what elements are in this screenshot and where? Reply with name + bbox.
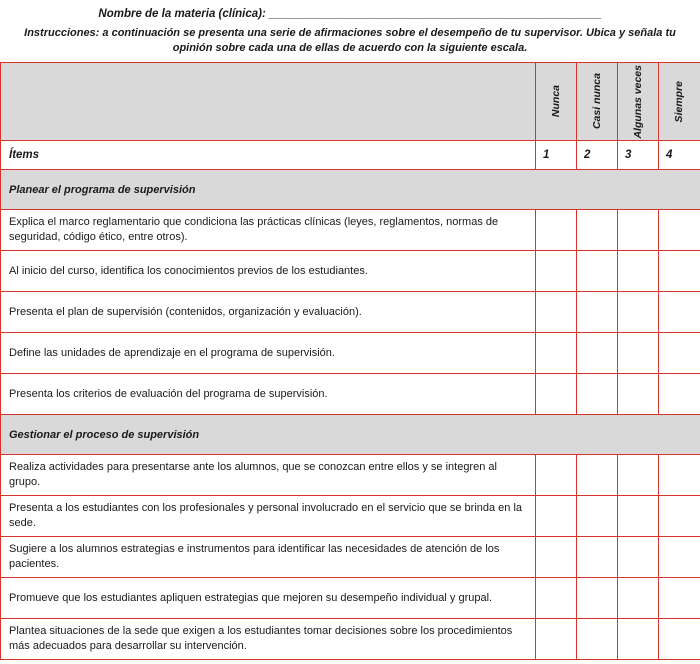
rating-cell-1[interactable] [536,333,577,374]
rating-cell-2[interactable] [577,578,618,619]
item-text: Realiza actividades para presentarse ante los alumnos, que se conozcan entre ellos y se integren al grupo. [1,455,536,496]
rating-cell-3[interactable] [618,374,659,415]
scale-header-casi-nunca [577,63,618,141]
scale-number: 1 [536,141,577,170]
rating-cell-3[interactable] [618,210,659,251]
rating-cell-2[interactable] [577,537,618,578]
table-row [1,537,700,578]
rating-cell-1[interactable] [536,537,577,578]
rating-cell-4[interactable] [659,251,700,292]
table-row [1,333,700,374]
rating-cell-1[interactable] [536,455,577,496]
table-row [1,578,700,619]
rating-cell-4[interactable] [659,210,700,251]
section-header-gestionar [1,415,700,455]
section-title: Gestionar el proceso de supervisión [1,415,700,455]
item-text: Presenta los criterios de evaluación del programa de supervisión. [1,374,536,415]
rating-cell-3[interactable] [618,251,659,292]
rating-cell-1[interactable] [536,251,577,292]
table-row [1,496,700,537]
rating-cell-2[interactable] [577,619,618,660]
table-row [1,619,700,660]
rating-cell-4[interactable] [659,374,700,415]
items-number-row [1,141,700,170]
rating-cell-4[interactable] [659,292,700,333]
scale-label: Algunas veces [631,64,644,139]
rating-cell-2[interactable] [577,210,618,251]
rating-cell-3[interactable] [618,537,659,578]
rating-cell-3[interactable] [618,455,659,496]
rating-cell-1[interactable] [536,374,577,415]
rating-cell-1[interactable] [536,578,577,619]
scale-number: 3 [618,141,659,170]
scale-number: 4 [659,141,700,170]
item-text: Define las unidades de aprendizaje en el programa de supervisión. [1,333,536,374]
rating-cell-3[interactable] [618,333,659,374]
table-row [1,374,700,415]
rating-cell-4[interactable] [659,333,700,374]
rating-cell-2[interactable] [577,374,618,415]
rating-cell-3[interactable] [618,578,659,619]
rating-cell-2[interactable] [577,455,618,496]
rating-cell-4[interactable] [659,578,700,619]
table-row [1,292,700,333]
section-title: Planear el programa de supervisión [1,170,700,210]
item-text: Al inicio del curso, identifica los conocimientos previos de los estudiantes. [1,251,536,292]
rating-cell-4[interactable] [659,619,700,660]
section-header-planear [1,170,700,210]
instructions-text: Instrucciones: a continuación se presenta una serie de afirmaciones sobre el desempeño de tu supervisor. Ubica y señala tu opinión sobre cada una de ellas de acuerdo con la siguiente escala. [24,27,676,54]
header-blank-cell [1,63,536,141]
scale-number: 2 [577,141,618,170]
table-row [1,210,700,251]
items-label: Ítems [1,141,536,170]
scale-header-algunas-veces [618,63,659,141]
scale-label: Casi nunca [590,73,603,130]
item-text: Presenta el plan de supervisión (contenidos, organización y evaluación). [1,292,536,333]
rating-cell-4[interactable] [659,455,700,496]
rating-cell-1[interactable] [536,496,577,537]
scale-header-row [1,63,700,141]
table-row [1,455,700,496]
rating-cell-2[interactable] [577,292,618,333]
rating-cell-4[interactable] [659,496,700,537]
rating-cell-2[interactable] [577,333,618,374]
rating-cell-3[interactable] [618,292,659,333]
rating-cell-3[interactable] [618,496,659,537]
rating-cell-1[interactable] [536,619,577,660]
item-text: Sugiere a los alumnos estrategias e instrumentos para identificar las necesidades de atención de los pacientes. [1,537,536,578]
item-text: Presenta a los estudiantes con los profesionales y personal involucrado en el servicio que se brinda en la sede. [1,496,536,537]
subject-name-line: Nombre de la materia (clínica): ____________________________________________________ [98,8,602,20]
survey-table [0,62,700,660]
scale-label: Nunca [549,85,562,118]
rating-cell-3[interactable] [618,619,659,660]
rating-cell-1[interactable] [536,210,577,251]
table-row [1,251,700,292]
rating-cell-2[interactable] [577,496,618,537]
rating-cell-1[interactable] [536,292,577,333]
item-text: Plantea situaciones de la sede que exigen a los estudiantes tomar decisiones sobre los procedimientos más adecuados para desarrollar su intervención. [1,619,536,660]
scale-header-siempre [659,63,700,141]
rating-cell-4[interactable] [659,537,700,578]
rating-cell-2[interactable] [577,251,618,292]
scale-header-nunca [536,63,577,141]
item-text: Promueve que los estudiantes apliquen estrategias que mejoren su desempeño individual y grupal. [1,578,536,619]
item-text: Explica el marco reglamentario que condiciona las prácticas clínicas (leyes, reglamentos, normas de seguridad, código ético, entre otros). [1,210,536,251]
scale-label: Siempre [673,80,685,123]
